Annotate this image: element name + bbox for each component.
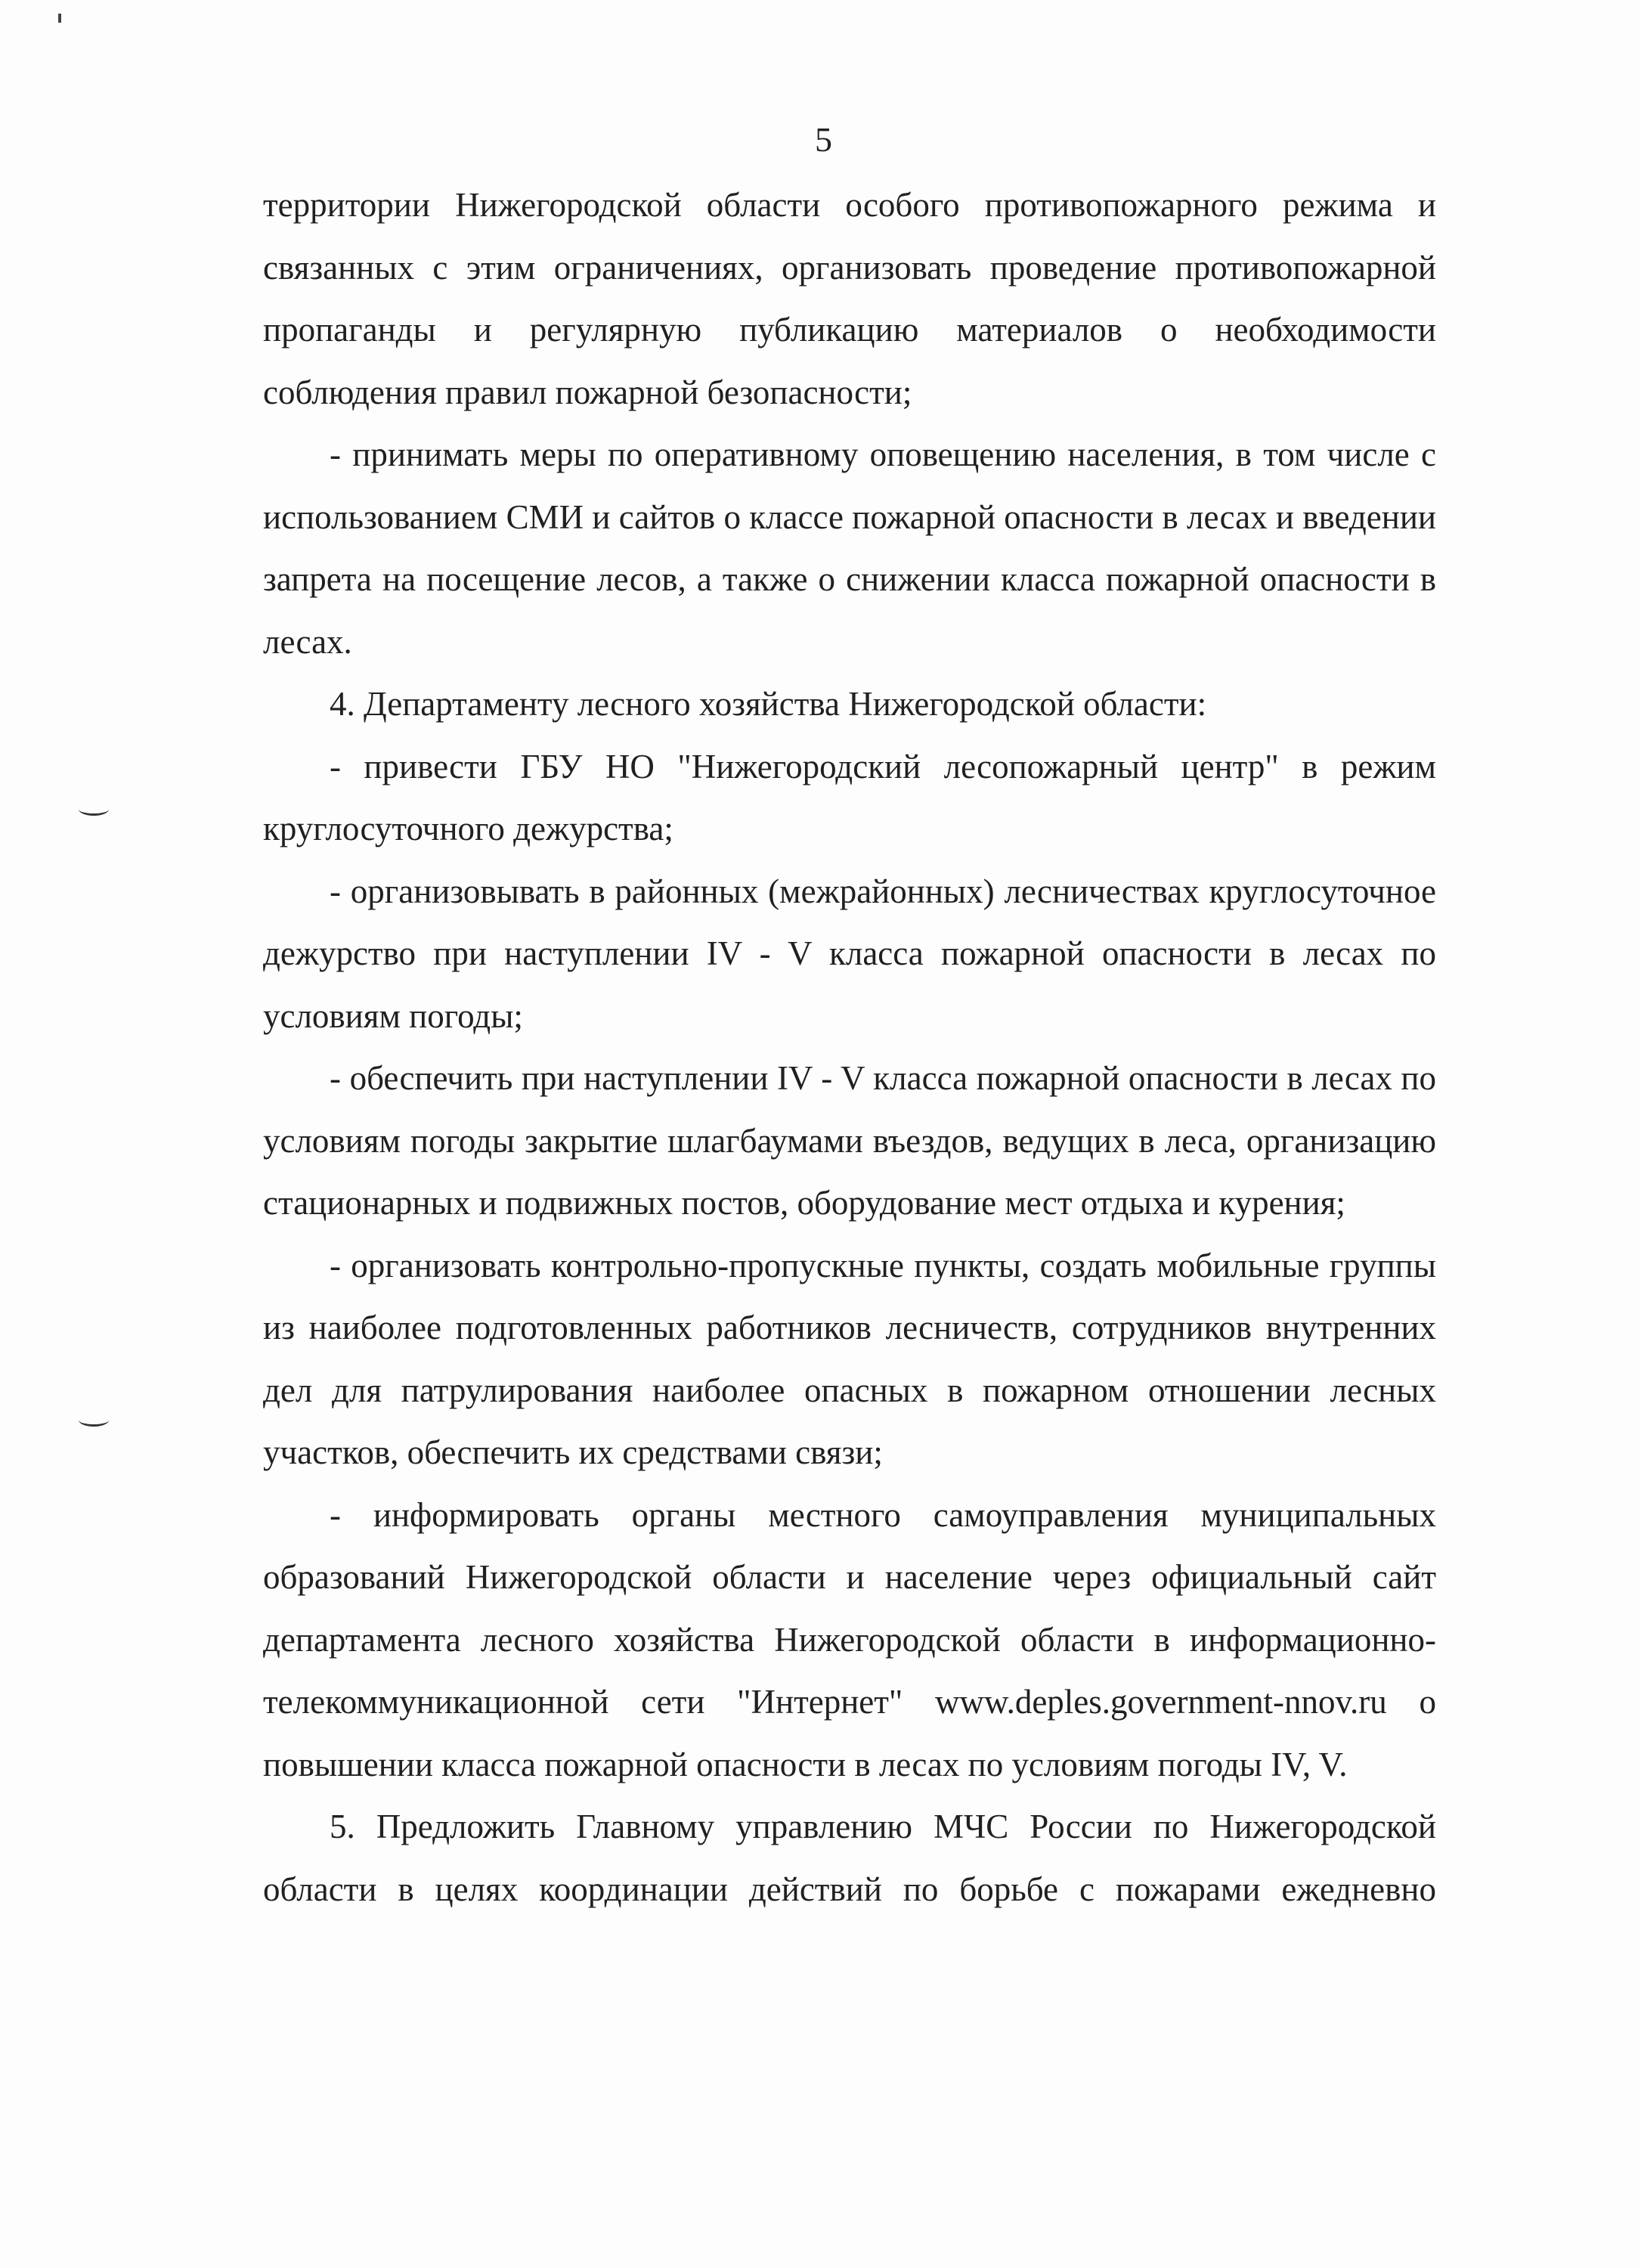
paragraph: 4. Департаменту лесного хозяйства Нижегородской области: <box>330 685 1207 723</box>
paragraph: - принимать меры по оперативному оповещению населения, в том числе с использованием СМИ и сайтов о классе пожарной опасности в лесах и введении запрета на посещение лесов, а также о снижении класса пожарной опасности в лесах. <box>263 435 1436 661</box>
paragraph: - привести ГБУ НО "Нижегородский лесопожарный центр" в режим круглосуточного дежурства; <box>263 747 1436 847</box>
paragraph: территории Нижегородской области особого противопожарного режима и связанных с этим ограничениях, организовать проведение противопожарной пропаганды и регулярную публикацию материалов о необходимости соблюдения правил пожарной безопасности; <box>263 186 1436 411</box>
paragraph: 5. Предложить Главному управлению МЧС России по Нижегородской области в целях координации действий по борьбе с пожарами ежедневно <box>263 1808 1436 1908</box>
paragraph: - обеспечить при наступлении IV - V класса пожарной опасности в лесах по условиям погоды закрытие шлагбаумами въездов, ведущих в леса, организацию стационарных и подвижных постов, оборудование мест отдыха и курения; <box>263 1059 1436 1222</box>
binder-hole-mark <box>79 803 109 816</box>
paragraph: - информировать органы местного самоуправления муниципальных образований Нижегородской области и население через официальный сайт департамента лесного хозяйства Нижегородской области в информационно-телекоммуникационной сети "Интернет" www.deples.government-nnov.ru о повышении класса пожарной опасности в лесах по условиям погоды IV, V. <box>263 1495 1436 1783</box>
binder-hole-mark <box>79 1414 109 1427</box>
scan-speck-mark <box>58 14 61 23</box>
paragraph: - организовать контрольно-пропускные пункты, создать мобильные группы из наиболее подготовленных работников лесничеств, сотрудников внутренних дел для патрулирования наиболее опасных в пожарном отношении лесных участков, обеспечить их средствами связи; <box>263 1246 1436 1471</box>
paragraph: - организовывать в районных (межрайонных) лесничествах круглосуточное дежурство при наступлении IV - V класса пожарной опасности в лесах по условиям погоды; <box>263 872 1436 1035</box>
document-body <box>263 174 1436 1920</box>
page-number: 5 <box>815 120 832 159</box>
